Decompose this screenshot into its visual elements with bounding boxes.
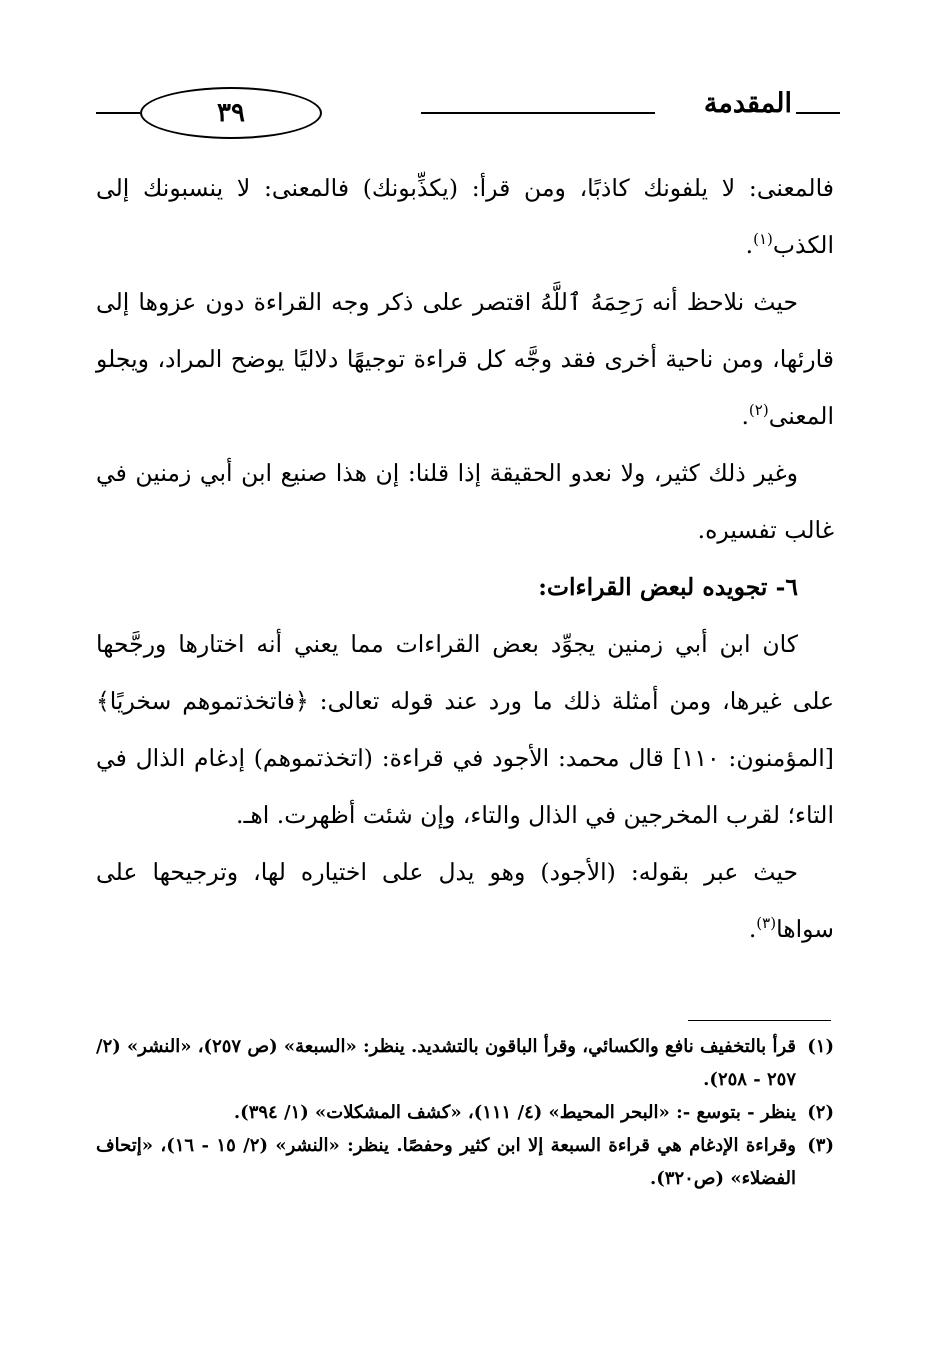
footnote-1-text: قرأ بالتخفيف نافع والكسائي، وقرأ الباقون بالتشديد. ينظر: «السبعة» (ص ٢٥٧)، «النشر» (٢/ ٢٥٧ - ٢٥٨).	[96, 1036, 796, 1090]
footnote-2-number: (٢)	[807, 1102, 834, 1123]
footnote-3-number: (٣)	[807, 1135, 834, 1156]
section-heading: ٦- تجويده لبعض القراءات:	[538, 573, 798, 601]
footnote-2-text: ينظر - بتوسع -: «البحر المحيط» (٤/ ١١١)، «كشف المشكلات» (١/ ٣٩٤).	[233, 1102, 796, 1123]
paragraph-5	[96, 844, 834, 958]
page-header	[96, 82, 840, 136]
main-text	[96, 160, 834, 958]
footnote-3-text: وقراءة الإدغام هي قراءة السبعة إلا ابن كثير وحفصًا. ينظر: «النشر» (٢/ ١٥ - ١٦)، «إتحاف الفضلاء» (ص٣٢٠).	[96, 1135, 797, 1189]
paragraph-1	[96, 160, 834, 274]
paragraph-2	[96, 274, 834, 445]
paragraph-1-text: فالمعنى: لا يلفونك كاذبًا، ومن قرأ: (يكذِّبونك) فالمعنى: لا ينسبونك إلى الكذب	[96, 174, 834, 259]
paragraph-3	[96, 445, 834, 559]
paragraph-5-end: .	[748, 915, 757, 943]
paragraph-2-end: .	[741, 402, 749, 430]
page-number: ٣٩	[217, 98, 245, 128]
paragraph-2-text: حيث نلاحظ أنه رَحِمَهُ ٱللَّهُ اقتصر على ذكر وجه القراءة دون عزوها إلى قارئها، ومن ناحية أخرى فقد وجَّه كل قراءة توجيهًا دلاليًا يوضح المراد، ويجلو المعنى	[96, 288, 834, 430]
paragraph-5-text: حيث عبر بقوله: (الأجود) وهو يدل على اختياره لها، وترجيحها على سواها	[96, 858, 834, 943]
footnote-3	[96, 1129, 834, 1195]
header-rule-left	[96, 112, 140, 114]
footnote-1-number: (١)	[807, 1036, 834, 1057]
footnote-separator	[688, 1020, 831, 1021]
page-number-oval	[140, 87, 322, 139]
footnote-ref-2[interactable]: (٢)	[748, 401, 769, 420]
paragraph-4-text: كان ابن أبي زمنين يجوِّد بعض القراءات مما يعني أنه اختارها ورجَّحها على غيرها، ومن أمثلة ذلك ما ورد عند قوله تعالى: ﴿فاتخذتموهم سخريًا﴾ [المؤمنون: ١١٠] قال محمد: الأجود في قراءة: (اتخذتموهم) إدغام الذال في التاء؛ لقرب المخرجين في الذال والتاء، وإن شئت أظهرت. اهـ.	[96, 630, 834, 829]
running-title: المقدمة	[703, 88, 792, 119]
footnote-ref-1[interactable]: (١)	[753, 230, 773, 249]
paragraph-4	[96, 616, 834, 844]
header-rule-middle	[421, 112, 655, 114]
footnote-ref-3[interactable]: (٣)	[756, 914, 777, 933]
header-rule-right	[796, 112, 840, 114]
footnotes	[96, 1030, 834, 1195]
footnote-1	[96, 1030, 834, 1096]
paragraph-1-end: .	[745, 231, 754, 259]
footnote-2	[96, 1096, 834, 1129]
paragraph-3-text: وغير ذلك كثير، ولا نعدو الحقيقة إذا قلنا: إن هذا صنيع ابن أبي زمنين في غالب تفسيره.	[96, 459, 834, 544]
